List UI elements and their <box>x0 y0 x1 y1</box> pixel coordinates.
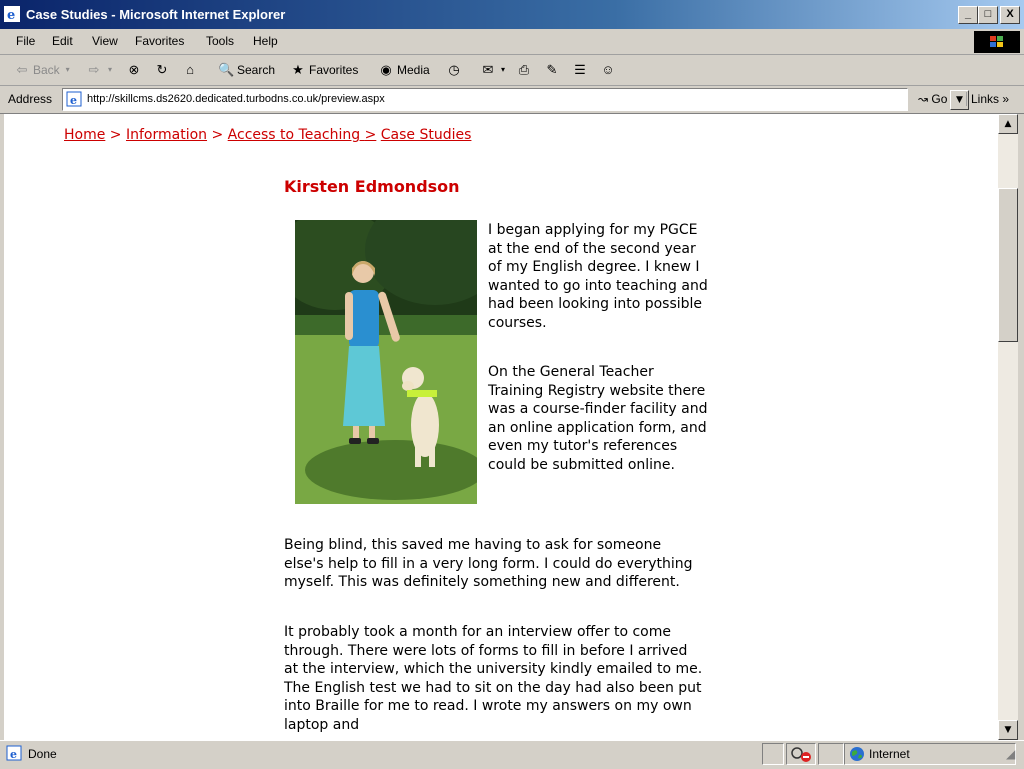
menu-bar <box>0 29 1024 55</box>
chevron-right-icon: » <box>1002 92 1010 106</box>
menu-edit[interactable]: Edit <box>52 34 73 48</box>
address-label: Address <box>8 92 53 106</box>
links-button[interactable] <box>966 92 1009 106</box>
forward-button[interactable] <box>86 62 115 78</box>
address-dropdown-icon[interactable]: ▼ <box>950 90 969 110</box>
dropdown-icon: ▾ <box>107 65 112 74</box>
breadcrumb-home[interactable]: Home <box>64 127 106 143</box>
menu-tools[interactable]: Tools <box>206 34 235 48</box>
edit-icon: ✎ <box>546 62 558 77</box>
scroll-up-icon[interactable]: ▲ <box>998 114 1018 134</box>
page-icon <box>66 91 82 107</box>
back-label: Back <box>33 63 60 77</box>
window-frame <box>1018 114 1024 740</box>
menu-file[interactable]: File <box>16 34 36 48</box>
edit-button[interactable] <box>544 62 560 78</box>
address-url: http://skillcms.ds2620.dedicated.turbodns.co.uk/preview.aspx <box>87 93 385 105</box>
refresh-button[interactable] <box>154 62 170 78</box>
discuss-button[interactable] <box>572 62 588 78</box>
go-button[interactable] <box>918 92 947 106</box>
media-button[interactable] <box>378 62 430 78</box>
back-arrow-icon: ⇦ <box>16 62 28 77</box>
page-status-icon <box>6 745 22 761</box>
maximize-button[interactable]: □ <box>978 6 998 24</box>
title-bar <box>0 0 1024 29</box>
mail-button[interactable] <box>480 62 507 78</box>
status-pane <box>818 743 844 765</box>
menu-help[interactable]: Help <box>253 34 278 48</box>
stop-button[interactable] <box>126 62 142 78</box>
status-bar <box>0 740 1024 769</box>
favorites-label: Favorites <box>309 63 359 77</box>
page-content <box>4 114 998 740</box>
paragraph-3: Being blind, this saved me having to ask for someone else's help to fill in a very long form. I could do everything myself. This was definitely something new and different. <box>284 537 693 591</box>
home-button[interactable] <box>182 62 198 78</box>
messenger-button[interactable] <box>600 62 616 78</box>
scroll-thumb[interactable] <box>998 188 1018 342</box>
breadcrumb-separator: > <box>211 127 224 143</box>
go-label: Go <box>931 92 948 106</box>
breadcrumb-information[interactable]: Information <box>125 127 208 143</box>
messenger-icon: ☺ <box>601 62 615 77</box>
status-text: Done <box>28 747 57 761</box>
home-icon: ⌂ <box>186 62 194 77</box>
resize-grip-icon[interactable]: ◢ <box>1006 747 1016 761</box>
media-icon: ◉ <box>380 62 392 77</box>
links-label: Links <box>971 92 1000 106</box>
scroll-down-icon[interactable]: ▼ <box>998 720 1018 740</box>
print-icon: ⎙ <box>518 62 530 77</box>
minimize-button[interactable]: _ <box>958 6 978 24</box>
mail-icon: ✉ <box>482 62 494 77</box>
menu-favorites[interactable]: Favorites <box>135 34 185 48</box>
svg-text:e: e <box>10 748 17 761</box>
windows-logo-icon <box>974 31 1020 53</box>
discuss-icon: ☰ <box>574 62 586 77</box>
privacy-report-icon[interactable] <box>786 743 816 765</box>
close-button[interactable]: X <box>1000 6 1020 24</box>
internet-zone-icon <box>849 746 865 762</box>
breadcrumb-separator: > <box>109 127 122 143</box>
svg-text:e: e <box>70 94 77 107</box>
paragraph-4: It probably took a month for an interview offer to come through. There were lots of forms to fill in before I arrived at the interview, which the university kindly emailed to me. The English test we had to sit on the day had also been put into Braille for me to read. I wrote my answers on my own laptop and <box>284 624 703 733</box>
vertical-scrollbar[interactable] <box>998 114 1018 740</box>
go-arrow-icon: ↝ <box>918 92 929 106</box>
page-heading: Kirsten Edmondson <box>284 177 460 196</box>
print-button[interactable] <box>516 62 532 78</box>
search-icon: 🔍 <box>218 62 235 77</box>
ie-icon <box>4 6 20 22</box>
history-icon: ◷ <box>448 62 460 77</box>
svg-text:e: e <box>7 8 16 22</box>
window-title: Case Studies - Microsoft Internet Explorer <box>26 7 286 22</box>
dropdown-icon: ▾ <box>65 65 70 74</box>
breadcrumb-access-to-teaching[interactable]: Access to Teaching <box>227 127 365 143</box>
menu-view[interactable]: View <box>92 34 118 48</box>
breadcrumb <box>64 127 471 143</box>
paragraph-1: I began applying for my PGCE at the end of the second year of my English degree. I knew I wanted to go into teaching and had been looking into possible courses. <box>488 222 708 331</box>
media-label: Media <box>397 63 430 77</box>
refresh-icon: ↻ <box>156 62 168 77</box>
profile-photo <box>295 220 477 504</box>
breadcrumb-case-studies[interactable]: Case Studies <box>380 127 472 143</box>
back-button[interactable] <box>14 62 73 78</box>
history-button[interactable] <box>446 62 462 78</box>
paragraph-2: On the General Teacher Training Registry website there was a course-finder facility and an online application form, and even my tutor's references could be submitted online. <box>488 364 708 473</box>
search-label: Search <box>237 63 276 77</box>
stop-icon: ⊗ <box>128 62 140 77</box>
forward-arrow-icon: ⇨ <box>88 62 100 77</box>
breadcrumb-separator-link[interactable]: > <box>364 127 377 143</box>
address-bar <box>0 86 1024 114</box>
search-button[interactable] <box>218 62 275 78</box>
status-pane <box>762 743 784 765</box>
dropdown-icon: ▾ <box>500 65 505 74</box>
favorites-icon: ★ <box>292 62 304 77</box>
zone-text: Internet <box>869 747 910 761</box>
standard-toolbar <box>0 55 1024 86</box>
favorites-button[interactable] <box>290 62 358 78</box>
